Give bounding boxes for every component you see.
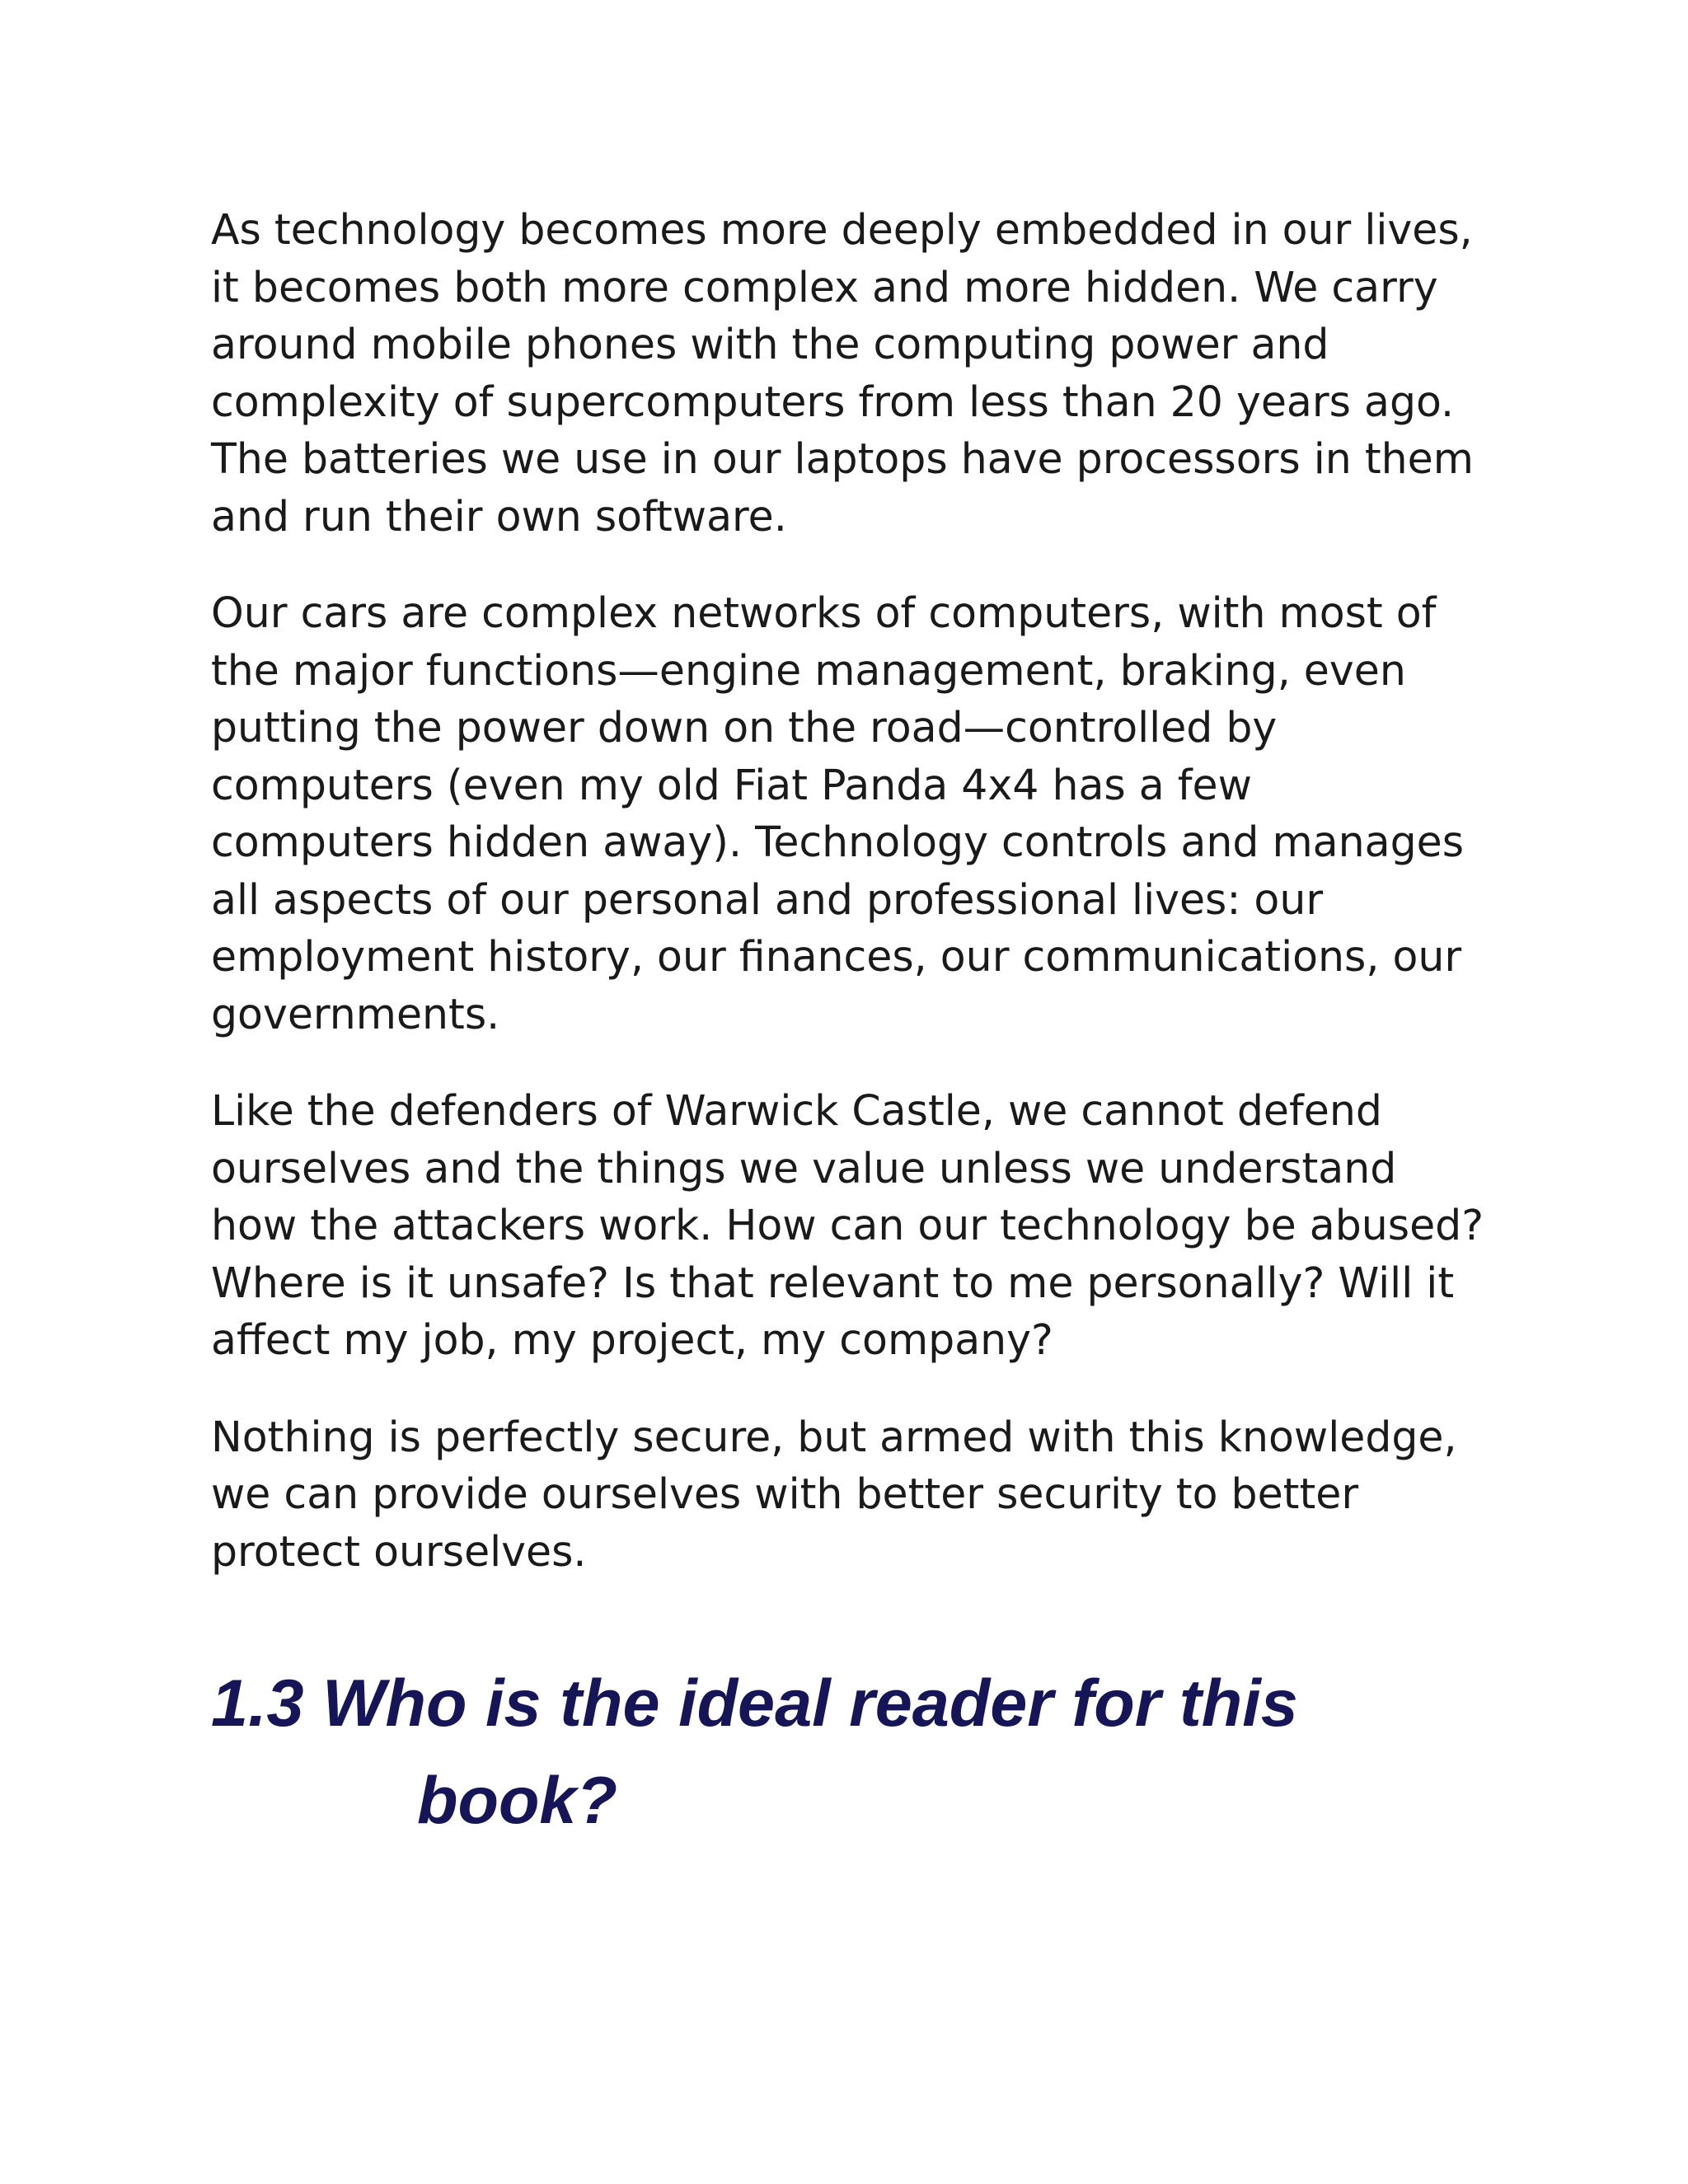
section-heading-line2: book? [417,1764,617,1838]
paragraph-nothing-secure: Nothing is perfectly secure, but armed with this knowledge, we can provide ourselves with better security to better protect ourselves. [211,1412,1457,1576]
paragraph-warwick-castle: Like the defenders of Warwick Castle, we cannot defend ourselves and the things we value unless we understand how the attackers work. How can our technology be abused? Where is it unsafe? Is that relevant to me personally? Will it affect my job, my project, my company? [211,1086,1484,1364]
paragraph-cars-computers: Our cars are complex networks of computers, with most of the major functions—engine management, braking, even putting the power down on the road—controlled by computers (even my old Fiat Panda 4x4 has a few computers hidden away). Technology controls and manages all aspects of our personal and professional lives: our employment history, our finances, our communications, our governments. [211,588,1465,1038]
section-heading-line1: 1.3 Who is the ideal reader for this [211,1666,1298,1741]
body-text [211,201,1497,1619]
section-heading [211,1655,1530,1849]
paragraph-technology-embedded: As technology becomes more deeply embedded in our lives, it becomes both more complex and more hidden. We carry around mobile phones with the computing power and complexity of supercomputers from less than 20 years ago. The batteries we use in our laptops have processors in them and run their own software. [211,205,1474,541]
